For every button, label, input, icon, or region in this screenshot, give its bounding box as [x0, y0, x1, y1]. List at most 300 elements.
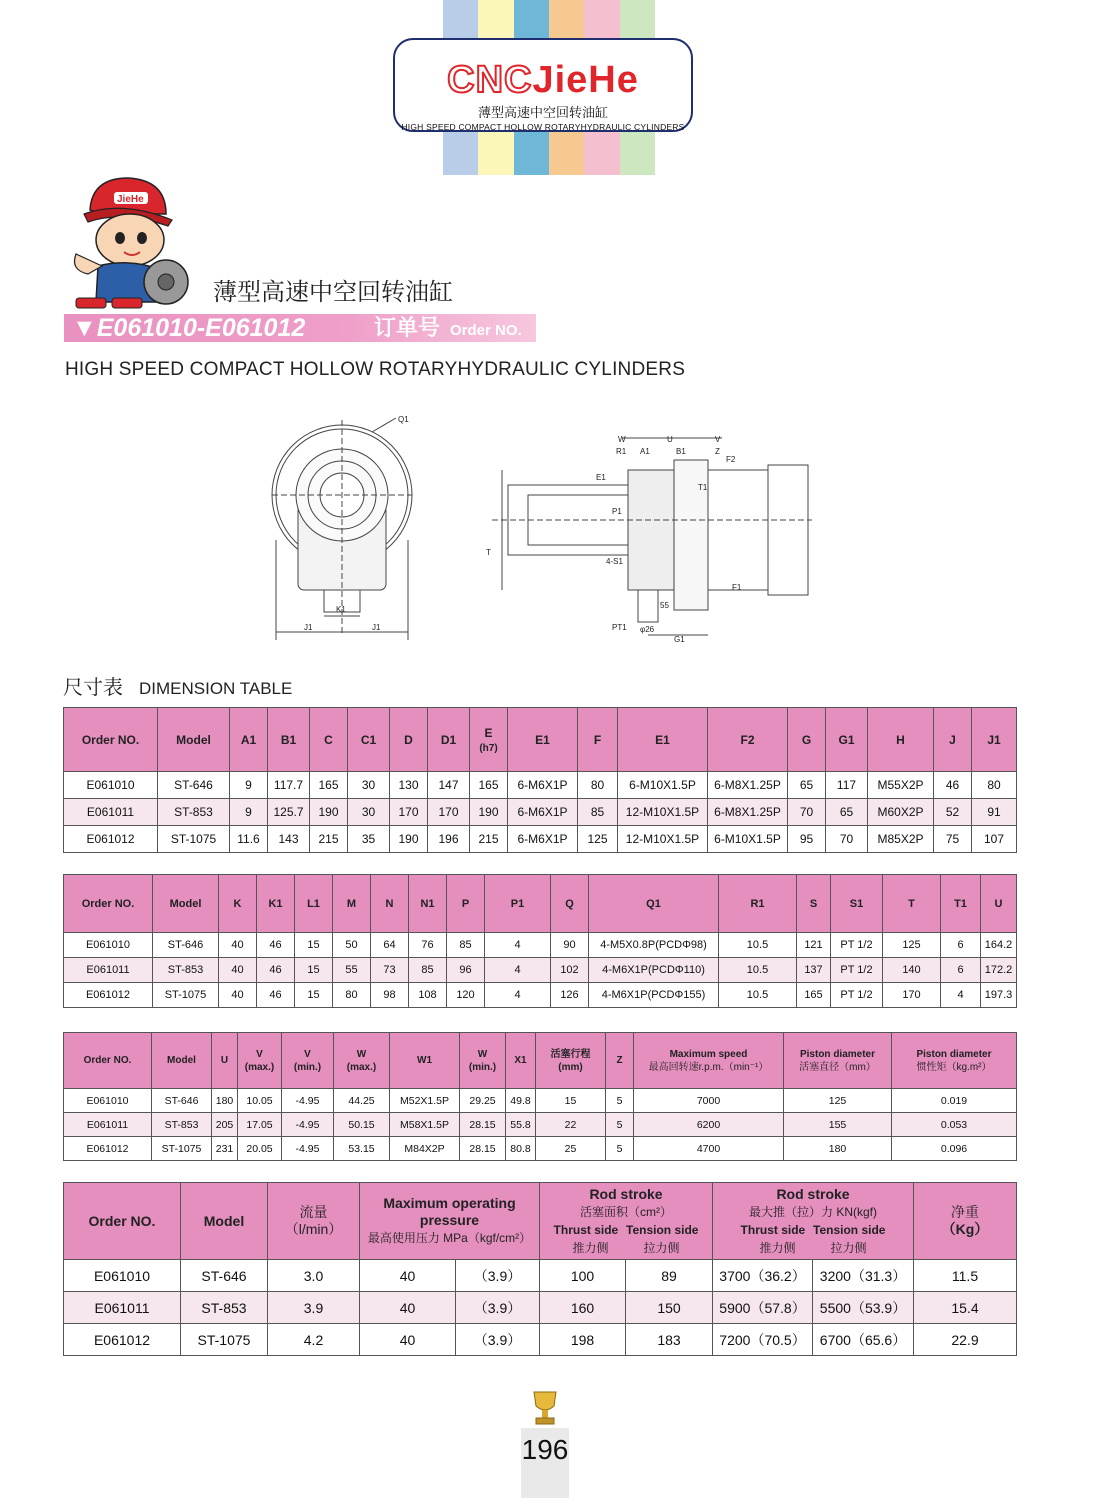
table-cell-force-t: 3700（36.2） [713, 1260, 813, 1292]
table-cell: -4.95 [282, 1137, 334, 1161]
col-weight [914, 1183, 1017, 1260]
col-c1: C1 [348, 708, 390, 772]
table-cell: 6-M6X1P [508, 799, 578, 826]
col-inertia-cn: 惯性矩（kg.m²） [916, 1061, 992, 1073]
col-order-no: Order NO. [64, 1033, 152, 1089]
table-cell: 7000 [634, 1089, 784, 1113]
table-cell-model: ST-646 [181, 1260, 268, 1292]
col-t1: T1 [941, 875, 981, 933]
label-f1: F1 [732, 583, 742, 592]
table-cell: 180 [784, 1137, 892, 1161]
table-cell: -4.95 [282, 1089, 334, 1113]
col-s: S [797, 875, 831, 933]
table-row [64, 1324, 1017, 1356]
table-cell: 155 [784, 1113, 892, 1137]
dimension-table-2 [63, 874, 1017, 1008]
table-cell: 4-M6X1P(PCDΦ110) [589, 958, 719, 983]
col-piston-en: Piston diameter [799, 1048, 876, 1060]
table-cell: 170 [390, 799, 428, 826]
table-row [64, 933, 1017, 958]
col-k: K [219, 875, 257, 933]
col-v-min [282, 1033, 334, 1089]
col-q: Q [551, 875, 589, 933]
col-h: H [868, 708, 934, 772]
label-t1: T1 [698, 483, 708, 492]
label-phi26: φ26 [640, 625, 655, 634]
table-cell: 4-M5X0.8P(PCDΦ98) [589, 933, 719, 958]
col-area-thrust: Thrust side [553, 1222, 619, 1237]
table-cell: 215 [310, 826, 348, 853]
table-cell: 80 [578, 772, 618, 799]
label-j1-left: J1 [304, 623, 313, 632]
table-cell: E061010 [64, 933, 153, 958]
table-cell-force-t: 7200（70.5） [713, 1324, 813, 1356]
table-cell: 25 [536, 1137, 606, 1161]
table-cell: ST-1075 [152, 1137, 212, 1161]
table-row [64, 983, 1017, 1008]
table-cell: M52X1.5P [390, 1089, 460, 1113]
label-k1: K1 [336, 605, 346, 614]
table-cell: 5 [606, 1089, 634, 1113]
col-order-no: Order NO. [64, 708, 158, 772]
col-w-max-label: W [356, 1048, 367, 1060]
table3-body [64, 1089, 1017, 1161]
table-cell: 6 [941, 958, 981, 983]
table-cell: 4700 [634, 1137, 784, 1161]
table-cell: 190 [310, 799, 348, 826]
table-cell: 205 [212, 1113, 238, 1137]
table-cell: 4 [485, 983, 551, 1008]
col-b1: B1 [268, 708, 310, 772]
table-cell-weight: 11.5 [914, 1260, 1017, 1292]
table-cell: ST-646 [153, 933, 219, 958]
svg-text:JieHe: JieHe [117, 194, 144, 205]
dim-title-cn: 尺寸表 [63, 675, 123, 699]
col-area-en: Rod stroke [589, 1185, 663, 1202]
table4-body [64, 1260, 1017, 1356]
col-stroke [536, 1033, 606, 1089]
order-code: ▼E061010-E061012 [72, 314, 306, 342]
label-g1: G1 [674, 635, 685, 644]
table-cell: 117 [826, 772, 868, 799]
table-cell-force-p: 5500（53.9） [813, 1292, 914, 1324]
table-cell: 165 [310, 772, 348, 799]
table-cell: 196 [428, 826, 470, 853]
table-cell: 75 [934, 826, 972, 853]
table-cell: 5 [606, 1137, 634, 1161]
table-cell: 107 [972, 826, 1017, 853]
col-p: P [447, 875, 485, 933]
table-cell: 6-M10X1.5P [708, 826, 788, 853]
col-u: U [212, 1033, 238, 1089]
table-cell: PT 1/2 [831, 958, 883, 983]
table-cell-kgf: （3.9） [456, 1292, 540, 1324]
table-cell: 10.5 [719, 958, 797, 983]
table1-header-row [64, 708, 1017, 772]
table-cell: 95 [788, 826, 826, 853]
table-cell: 215 [470, 826, 508, 853]
col-w-max [334, 1033, 390, 1089]
col-pressure-en2: pressure [419, 1212, 480, 1228]
col-flow-label: 流量 [299, 1204, 328, 1220]
table-cell: -4.95 [282, 1113, 334, 1137]
dimension-table-title [63, 671, 292, 700]
table-cell: 40 [219, 983, 257, 1008]
table-cell: E061012 [64, 826, 158, 853]
col-x1: X1 [506, 1033, 536, 1089]
table-row [64, 958, 1017, 983]
page-subtitle-en: HIGH SPEED COMPACT HOLLOW ROTARYHYDRAULIC CYLINDERS [65, 359, 686, 380]
table-cell: 130 [390, 772, 428, 799]
table-cell-area-t: 100 [540, 1260, 626, 1292]
col-stroke-label: 活塞行程 [550, 1048, 591, 1060]
table-cell-kgf: （3.9） [456, 1260, 540, 1292]
col-pressure-en1: Maximum operating [383, 1195, 516, 1211]
table-cell: 0.096 [892, 1137, 1017, 1161]
table1-body [64, 772, 1017, 853]
table-cell: ST-853 [153, 958, 219, 983]
table-cell: ST-853 [158, 799, 230, 826]
table-cell-flow: 3.0 [268, 1260, 360, 1292]
table-cell: 4 [941, 983, 981, 1008]
table-cell: 231 [212, 1137, 238, 1161]
table-cell: 80.8 [506, 1137, 536, 1161]
col-model: Model [181, 1183, 268, 1260]
table-cell: 12-M10X1.5P [618, 799, 708, 826]
table-cell-order: E061010 [64, 1260, 181, 1292]
table-cell: 6-M8X1.25P [708, 772, 788, 799]
col-force-thrust: Thrust side [740, 1222, 806, 1237]
table-cell: 125 [784, 1089, 892, 1113]
table-cell: 80 [972, 772, 1017, 799]
col-g1: G1 [826, 708, 868, 772]
col-w-min-label: W [477, 1048, 488, 1060]
table-cell: ST-853 [152, 1113, 212, 1137]
table-cell: 70 [826, 826, 868, 853]
table-cell: 125 [578, 826, 618, 853]
table-cell: 30 [348, 772, 390, 799]
col-stroke-unit: (mm) [558, 1061, 583, 1073]
col-force-cn: 最大推（拉）力 KN(kgf) [748, 1204, 877, 1219]
col-d: D [390, 708, 428, 772]
table-cell: 9 [230, 799, 268, 826]
label-r1: R1 [616, 447, 627, 456]
table-cell-force-p: 6700（65.6） [813, 1324, 914, 1356]
table-cell: 0.019 [892, 1089, 1017, 1113]
col-f2: F2 [708, 708, 788, 772]
table-cell: 143 [268, 826, 310, 853]
table-cell: 46 [934, 772, 972, 799]
table-cell: 117.7 [268, 772, 310, 799]
col-v-min-label: V [304, 1048, 311, 1060]
label-v: V [715, 435, 721, 444]
table-cell: 80 [333, 983, 371, 1008]
table-cell: M60X2P [868, 799, 934, 826]
col-force-thrust-cn: 推力侧 [759, 1240, 796, 1255]
table-cell: 125 [883, 933, 941, 958]
table-cell: E061012 [64, 1137, 152, 1161]
label-z: Z [715, 447, 720, 456]
col-s1: S1 [831, 875, 883, 933]
col-k1: K1 [257, 875, 295, 933]
col-flow-unit: （l/min） [284, 1221, 343, 1237]
technical-drawing [262, 410, 822, 650]
order-banner [64, 314, 536, 342]
table-cell-area-t: 160 [540, 1292, 626, 1324]
table-cell: 53.15 [334, 1137, 390, 1161]
table-row [64, 772, 1017, 799]
table-cell: 6-M10X1.5P [618, 772, 708, 799]
col-v-max-label: V [256, 1048, 263, 1060]
col-piston-diameter [784, 1033, 892, 1089]
table-cell: 10.5 [719, 933, 797, 958]
table-row [64, 1113, 1017, 1137]
col-n: N [371, 875, 409, 933]
table-cell: 108 [409, 983, 447, 1008]
col-e1: E1 [508, 708, 578, 772]
table-cell-area-p: 89 [626, 1260, 713, 1292]
table-cell: E061012 [64, 983, 153, 1008]
col-d1: D1 [428, 708, 470, 772]
table-cell-flow: 4.2 [268, 1324, 360, 1356]
table-cell: ST-1075 [158, 826, 230, 853]
table-cell: 140 [883, 958, 941, 983]
table-cell-model: ST-853 [181, 1292, 268, 1324]
table-cell: 85 [447, 933, 485, 958]
brand-wordmark [395, 60, 691, 100]
dim-title-en: DIMENSION TABLE [139, 679, 293, 698]
table-cell-kgf: （3.9） [456, 1324, 540, 1356]
col-area-thrust-cn: 推力侧 [572, 1240, 609, 1255]
col-pressure-cn: 最高使用压力 MPa（kgf/cm²） [367, 1231, 532, 1245]
table-cell-order: E061011 [64, 1292, 181, 1324]
table-cell: 197.3 [981, 983, 1017, 1008]
table2-body [64, 933, 1017, 1008]
table-cell: 65 [788, 772, 826, 799]
col-max-pressure [360, 1183, 540, 1260]
col-model: Model [158, 708, 230, 772]
table-cell: 5 [606, 1113, 634, 1137]
table-cell: 6 [941, 933, 981, 958]
table-cell: 4-M6X1P(PCDΦ155) [589, 983, 719, 1008]
table-cell: 120 [447, 983, 485, 1008]
col-speed-en: Maximum speed [669, 1048, 748, 1060]
brand-en-subtitle: HIGH SPEED COMPACT HOLLOW ROTARYHYDRAULIC CYLINDERS [401, 122, 685, 132]
table-cell: 28.15 [460, 1137, 506, 1161]
label-q1: Q1 [398, 415, 409, 424]
col-f: F [578, 708, 618, 772]
col-speed-cn: 最高回转速r.p.m.（min⁻¹） [648, 1061, 769, 1073]
table-cell: 46 [257, 958, 295, 983]
table-cell: E061011 [64, 799, 158, 826]
col-force-tension: Tension side [813, 1222, 886, 1237]
table-cell: 164.2 [981, 933, 1017, 958]
dimension-table-1 [63, 707, 1017, 853]
table4-header-row [64, 1183, 1017, 1260]
table-cell: 28.15 [460, 1113, 506, 1137]
col-area-tension: Tension side [626, 1222, 699, 1237]
table-cell: 46 [257, 933, 295, 958]
table-cell: 102 [551, 958, 589, 983]
mascot-illustration [62, 170, 192, 310]
table2-header-row [64, 875, 1017, 933]
col-u: U [981, 875, 1017, 933]
table-cell: 40 [219, 958, 257, 983]
table-row [64, 1292, 1017, 1324]
col-weight-unit: （Kg） [941, 1221, 989, 1237]
table-cell: 96 [447, 958, 485, 983]
col-n1: N1 [409, 875, 447, 933]
table-cell: 30 [348, 799, 390, 826]
table-cell-mpa: 40 [360, 1292, 456, 1324]
table-cell: 15 [536, 1089, 606, 1113]
col-w1: W1 [390, 1033, 460, 1089]
side-view [492, 438, 812, 635]
table-cell-area-t: 198 [540, 1324, 626, 1356]
table-cell: 55 [333, 958, 371, 983]
col-t: T [883, 875, 941, 933]
brand-cn-subtitle: 薄型高速中空回转油缸 [477, 105, 608, 120]
table-cell: 50.15 [334, 1113, 390, 1137]
col-model: Model [152, 1033, 212, 1089]
table-cell: 0.053 [892, 1113, 1017, 1137]
table-cell-flow: 3.9 [268, 1292, 360, 1324]
table-cell: M55X2P [868, 772, 934, 799]
dimension-table-3 [63, 1032, 1017, 1161]
brand-name: JieHe [532, 59, 639, 101]
table-cell: 55.8 [506, 1113, 536, 1137]
col-v-max-sub: (max.) [244, 1061, 275, 1073]
label-a1: A1 [640, 447, 650, 456]
col-piston-area [540, 1183, 713, 1260]
col-e [470, 708, 508, 772]
trophy-icon [530, 1388, 560, 1428]
col-e-label: E [484, 725, 493, 740]
table-cell: 190 [470, 799, 508, 826]
label-p1: P1 [612, 507, 622, 516]
table-cell: 73 [371, 958, 409, 983]
table-cell: 20.05 [238, 1137, 282, 1161]
table3-header-row [64, 1033, 1017, 1089]
table-cell: 70 [788, 799, 826, 826]
table-cell: 4 [485, 933, 551, 958]
table-cell-force-t: 5900（57.8） [713, 1292, 813, 1324]
table-cell: 12-M10X1.5P [618, 826, 708, 853]
table-cell: 50 [333, 933, 371, 958]
col-order-no-: Order NO. [64, 875, 153, 933]
col-force-tension-cn: 拉力侧 [830, 1240, 867, 1255]
table-cell-weight: 15.4 [914, 1292, 1017, 1324]
table-cell: 180 [212, 1089, 238, 1113]
table-cell: 15 [295, 958, 333, 983]
brand-logo [393, 38, 693, 132]
col-p1: P1 [485, 875, 551, 933]
table-cell: PT 1/2 [831, 933, 883, 958]
table-cell-order: E061012 [64, 1324, 181, 1356]
col-g: G [788, 708, 826, 772]
table-cell: ST-646 [158, 772, 230, 799]
table-cell: 170 [883, 983, 941, 1008]
col-e1b: E1 [618, 708, 708, 772]
col-q1: Q1 [589, 875, 719, 933]
table-cell-force-p: 3200（31.3） [813, 1260, 914, 1292]
col-v-min-sub: (min.) [293, 1061, 322, 1073]
table-cell: 98 [371, 983, 409, 1008]
col-a1: A1 [230, 708, 268, 772]
table-cell: 29.25 [460, 1089, 506, 1113]
table-cell: 35 [348, 826, 390, 853]
table-row [64, 1260, 1017, 1292]
performance-table [63, 1182, 1017, 1356]
col-c: C [310, 708, 348, 772]
col-l1: L1 [295, 875, 333, 933]
table-cell-mpa: 40 [360, 1260, 456, 1292]
col-area-cn: 活塞面积（cm²） [580, 1204, 672, 1219]
label-4-s1: 4-S1 [606, 557, 623, 566]
table-cell-model: ST-1075 [181, 1324, 268, 1356]
table-cell: 65 [826, 799, 868, 826]
table-cell: 22 [536, 1113, 606, 1137]
table-cell: 170 [428, 799, 470, 826]
table-cell: 85 [409, 958, 447, 983]
table-cell: 126 [551, 983, 589, 1008]
col-order-no: Order NO. [64, 1183, 181, 1260]
table-cell: E061010 [64, 772, 158, 799]
col-model: Model [153, 875, 219, 933]
page-title-cn: 薄型高速中空回转油缸 [213, 278, 453, 306]
col-w-min-sub: (min.) [468, 1061, 497, 1073]
table-cell: 165 [797, 983, 831, 1008]
table-cell: 15 [295, 933, 333, 958]
table-cell: 91 [972, 799, 1017, 826]
col-weight-label: 净重 [951, 1204, 979, 1220]
col-w-min [460, 1033, 506, 1089]
table-row [64, 826, 1017, 853]
table-cell: 121 [797, 933, 831, 958]
table-cell: 15 [295, 983, 333, 1008]
table-cell: 9 [230, 772, 268, 799]
table-cell: 44.25 [334, 1089, 390, 1113]
col-max-speed [634, 1033, 784, 1089]
table-cell: M58X1.5P [390, 1113, 460, 1137]
label-b1: B1 [676, 447, 686, 456]
col-piston-cn: 活塞直径（mm） [799, 1061, 876, 1073]
table-cell: 90 [551, 933, 589, 958]
col-v-max [238, 1033, 282, 1089]
table-cell: ST-646 [152, 1089, 212, 1113]
table-cell: 85 [578, 799, 618, 826]
table-cell: 64 [371, 933, 409, 958]
table-cell: 11.6 [230, 826, 268, 853]
table-cell: 4 [485, 958, 551, 983]
label-e1: E1 [596, 473, 606, 482]
label-55: 55 [660, 601, 669, 610]
table-cell: 190 [390, 826, 428, 853]
page-number: 196 [521, 1434, 569, 1465]
table-row [64, 1089, 1017, 1113]
col-max-force [713, 1183, 914, 1260]
table-cell: 137 [797, 958, 831, 983]
order-label-en: Order NO. [450, 322, 522, 339]
table-cell: E061011 [64, 1113, 152, 1137]
col-r1: R1 [719, 875, 797, 933]
col-force-en: Rod stroke [776, 1185, 850, 1202]
table-row [64, 1137, 1017, 1161]
table-cell: 6-M8X1.25P [708, 799, 788, 826]
table-cell: 10.5 [719, 983, 797, 1008]
table-cell-mpa: 40 [360, 1324, 456, 1356]
label-w: W [618, 435, 626, 444]
